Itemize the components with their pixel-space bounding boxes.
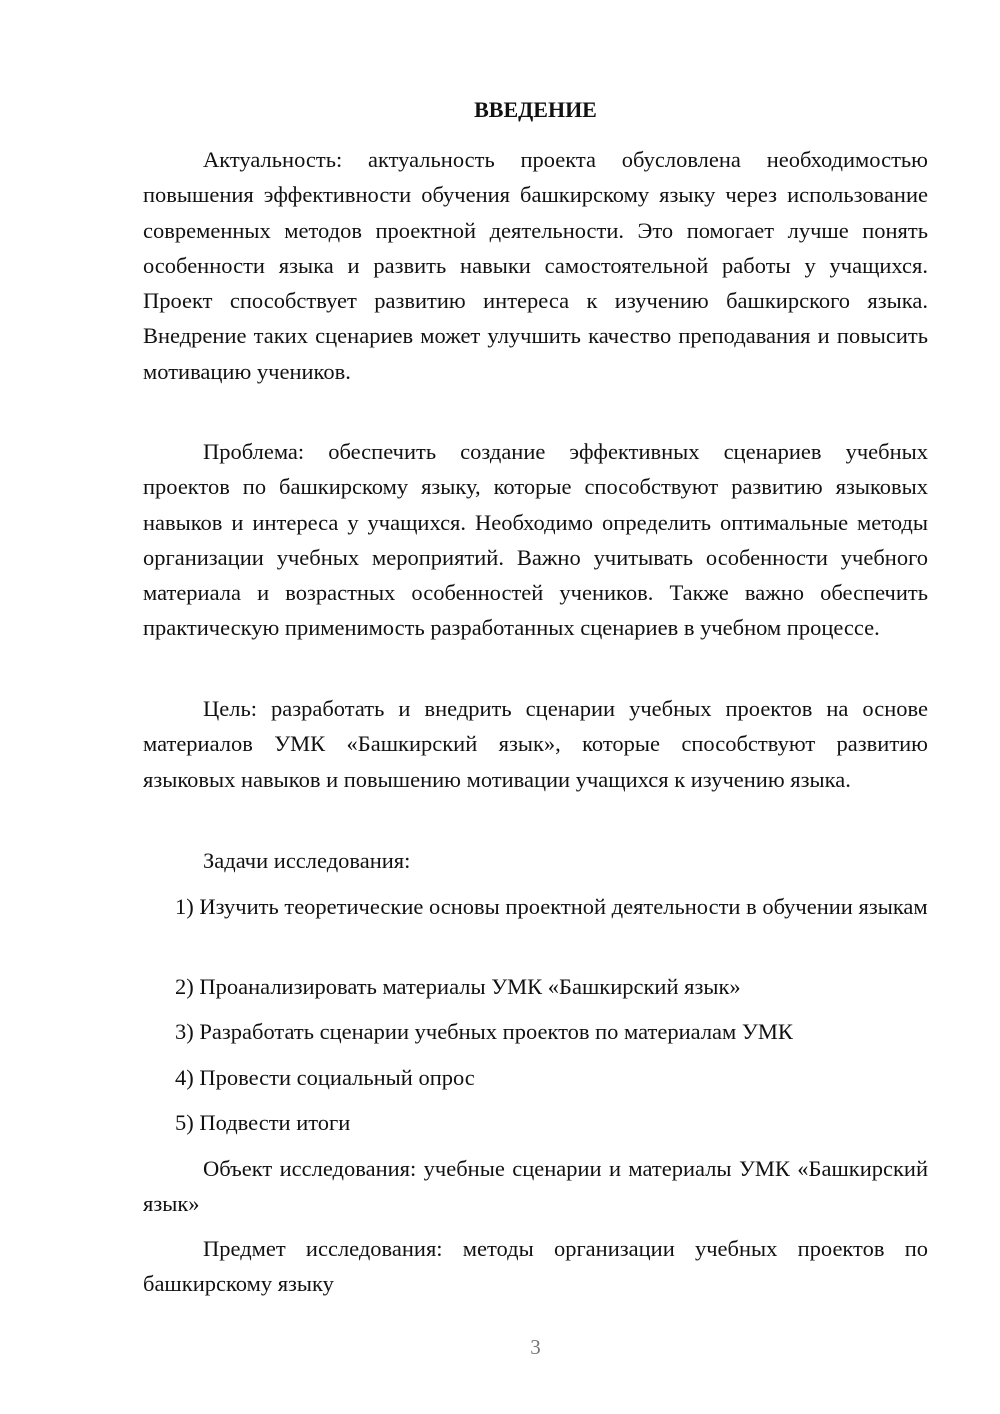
relevance-paragraph: Актуальность: актуальность проекта обусловлена необходимостью повышения эффективности обучения башкирскому языку через использование современных методов проектной деятельности. Это помогает лучше понять особенности языка и развить навыки самостоятельной работы у учащихся. Проект способствует развитию интереса к изучению башкирского языка. Внедрение таких сценариев может улучшить качество преподавания и повысить мотивацию учеников. <box>143 147 928 384</box>
task-item-5: 5) Подвести итоги <box>175 1110 351 1135</box>
goal-paragraph: Цель: разработать и внедрить сценарии учебных проектов на основе материалов УМК «Башкирский язык», которые способствуют развитию языковых навыков и повышению мотивации учащихся к изучению языка. <box>143 696 928 792</box>
tasks-heading: Задачи исследования: <box>203 848 411 873</box>
problem-paragraph: Проблема: обеспечить создание эффективных сценариев учебных проектов по башкирскому языку, которые способствуют развитию языковых навыков и интереса у учащихся. Необходимо определить оптимальные методы организации учебных мероприятий. Важно учитывать особенности учебного материала и возрастных особенностей учеников. Также важно обеспечить практическую применимость разработанных сценариев в учебном процессе. <box>143 439 928 641</box>
object-paragraph: Объект исследования: учебные сценарии и материалы УМК «Башкирский язык» <box>143 1156 928 1217</box>
task-item-4: 4) Провести социальный опрос <box>175 1065 475 1090</box>
task-item-3: 3) Разработать сценарии учебных проектов по материалам УМК <box>175 1019 793 1044</box>
page-number: 3 <box>530 1335 541 1359</box>
document-page <box>143 0 928 1414</box>
subject-paragraph: Предмет исследования: методы организации учебных проектов по башкирскому языку <box>143 1236 928 1297</box>
section-title: ВВЕДЕНИЕ <box>474 97 597 122</box>
task-item-1: 1) Изучить теоретические основы проектной деятельности в обучении языкам <box>175 894 928 919</box>
task-item-2: 2) Проанализировать материалы УМК «Башкирский язык» <box>175 974 741 999</box>
